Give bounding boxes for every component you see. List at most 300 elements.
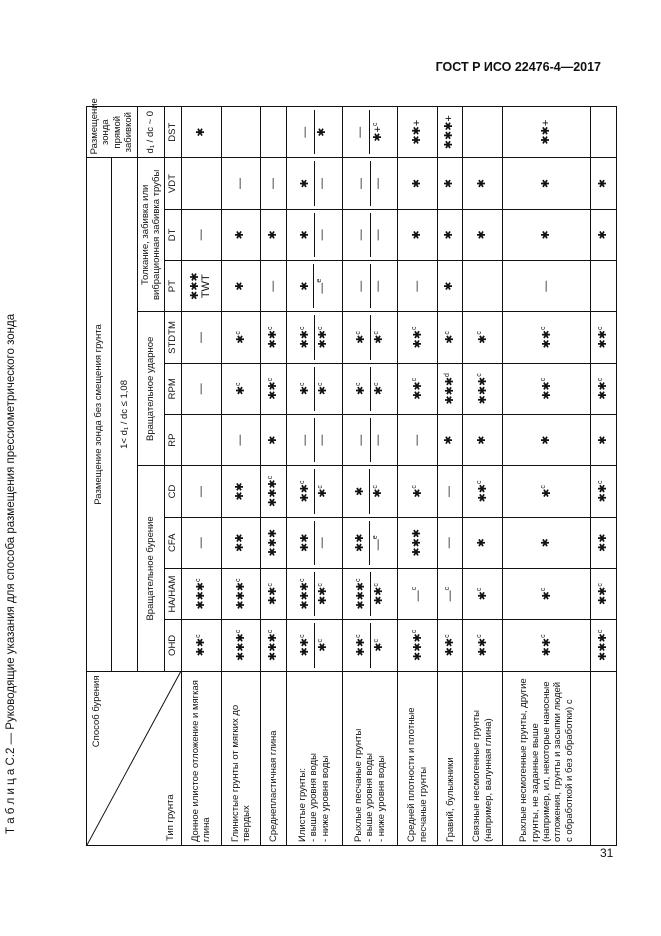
rating-cell [286,261,342,312]
rating-symbol: ✱ [234,385,247,396]
rating-cell [342,261,398,312]
rating-symbol: — [194,383,207,395]
rating-symbol: — [315,537,328,549]
soil-type-label: Глинистые грунты от мягких до твердых [221,671,261,845]
rating-cell [591,209,616,260]
rating-cell [342,466,398,517]
rating-symbol: ✱✱ [299,330,312,349]
rating-cell [463,209,503,260]
soil-type-title: Илистые грунты: [297,768,309,842]
rating-cell [398,620,438,671]
rating-cell [463,414,503,465]
rating-symbol: ✱✱ [267,586,280,606]
rating-cell [463,568,503,619]
rating-cell [181,158,221,209]
footnote-mark: c [267,629,275,634]
rating-symbol: ✱✱ [299,483,312,503]
rating-cell [342,620,398,671]
rating-symbol: — [371,229,384,241]
table-row [221,107,261,846]
rating-symbol: — [234,178,247,190]
rating-symbol: ✱ [443,281,456,291]
rating-cell [342,517,398,568]
rating-cell [286,107,342,158]
rating-cell [591,107,616,158]
rating-cell [261,209,286,260]
rating-cell [286,158,342,209]
rating-symbol: ✱✱ [316,586,329,606]
rating-cell [463,363,503,414]
rating-cell [181,107,221,158]
column-header-stdtm: STDTM [165,312,181,363]
footnote-mark: c [411,326,419,331]
footnote-mark: c [298,634,306,638]
rating-cell [398,158,438,209]
rating-symbol: ✱✱ [234,482,247,501]
rating-cell [591,517,616,568]
footnote-mark: c [316,326,324,331]
table-row [261,107,286,846]
rating-cell [261,620,286,671]
rating-symbol: — [315,178,328,190]
corner-header-cell [87,671,182,845]
rating-symbol: ✱✱✱ [299,581,312,610]
rating-symbol: — [315,229,328,241]
footnote-mark: c [540,326,548,331]
rating-cell [591,363,616,414]
rating-symbol: — [354,280,367,292]
rating-symbol: ✱✱ [411,381,424,400]
soil-type-label [286,671,342,845]
rating-cell [221,363,261,414]
rating-symbol: — [194,229,207,241]
rating-cell [342,158,398,209]
rating-symbol: — [539,280,552,292]
table-row [286,107,342,846]
footnote-mark: c [372,583,380,587]
footnote-mark: e [316,278,324,283]
footnote-mark: c [316,639,324,643]
rating-symbol: ✱✱✱ [597,633,610,661]
footnote-mark: c [354,578,362,582]
rating-cell [342,363,398,414]
rating-symbol: — [443,485,456,497]
rating-symbol: — [354,126,367,138]
footnote-mark: c [597,480,605,484]
rating-symbol: ✱ [266,435,279,445]
rating-symbol: ✱ [540,591,553,601]
column-header-cd: CD [165,466,181,517]
rating-symbol: — [372,539,385,551]
soil-type-label [591,671,616,845]
rating-symbol: ✱ [316,488,329,498]
rating-cell [398,363,438,414]
footnote-mark: c [476,373,484,377]
table-row [503,107,591,846]
rating-symbol: — [371,280,384,292]
sub-rotary-percussion: Вращательное ударное [137,312,165,466]
rating-cell [221,466,261,517]
footnote-mark: e [371,535,379,540]
rating-symbol: ✱✱ [596,533,609,552]
rating-symbol: ✱ [316,385,329,396]
rating-symbol: — [411,280,424,292]
rating-cell [181,363,221,414]
rating-cell [342,107,398,158]
rating-cell [463,107,503,158]
rating-symbol: ✱ [298,281,311,291]
rating-cell [503,414,591,465]
footnote-mark: c [194,578,202,582]
footnote-mark: c [540,587,548,592]
footnote-mark: c [298,382,306,386]
rating-symbol: ✱ [539,230,552,240]
rating-symbol: ✱✱+ [411,119,424,145]
footnote-mark: c [267,326,275,331]
footnote-mark: c [597,583,605,587]
rating-cell [342,312,398,363]
rating-symbol: ✱ [476,591,489,601]
footnote-mark: c [234,382,242,386]
rating-cell [398,466,438,517]
rating-cell [591,261,616,312]
rating-symbol: — [266,178,279,190]
footnote-mark: c [234,629,242,634]
rating-symbol: ✱ [299,385,312,396]
rating-cell [221,620,261,671]
rating-symbol: ✱✱✱ [267,633,280,661]
rating-symbol: ✱✱ [354,637,367,657]
rating-symbol: ✱ [539,178,552,189]
table-row [181,107,221,846]
rating-cell [438,158,463,209]
rating-cell [261,363,286,414]
rating-cell [503,568,591,619]
rating-symbol: ✱✱✱ [411,633,424,661]
rating-symbol: ✱ [299,230,312,240]
footnote-mark: c [298,326,306,331]
rating-cell [591,620,616,671]
footnote-mark: c [372,331,380,335]
rating-cell [503,261,591,312]
rating-symbol: ✱ [475,230,488,240]
rating-cell [398,414,438,465]
footnote-mark: c [316,583,324,587]
rating-symbol: ✱ [354,334,367,344]
rating-symbol: — [234,434,247,446]
direct-ratio: d₁ / dᴄ ~ 0 [137,107,165,158]
rating-symbol: ✱ [316,642,329,652]
rating-cell [438,107,463,158]
rating-symbol: ✱ [476,334,489,344]
rating-symbol: ✱✱ [267,330,280,349]
rating-symbol: ✱✱ [597,381,610,400]
rating-symbol: ✱✱ [540,381,553,400]
rating-symbol: ✱✱✱ [444,376,457,405]
footnote-mark: c [476,480,484,484]
rating-symbol: ✱✱ [354,533,367,552]
rating-symbol: ✱✱ [597,483,610,503]
rating-symbol: ✱+ [372,126,385,142]
rating-cell [398,209,438,260]
rating-symbol: ✱ [372,488,385,498]
rating-symbol: ✱ [266,230,279,240]
rating-cell [261,312,286,363]
column-header-ohd: OHD [165,620,181,671]
footnote-mark: c [194,634,202,638]
footnote-mark: c [267,475,275,480]
footnote-mark: c [354,382,362,386]
rating-symbol: ✱ [539,435,552,445]
rating-cell [181,517,221,568]
rating-cell [463,466,503,517]
table-row [438,107,463,846]
rating-symbol: — [443,537,456,549]
rating-cell [503,158,591,209]
corner-bottom-label: Тип грунта [165,794,177,841]
rating-cell [438,363,463,414]
rating-cell [286,568,342,619]
footnote-mark: c [267,583,275,587]
rating-symbol: ✱✱ [476,637,489,657]
footnote-mark: c [316,382,324,386]
rating-cell [221,414,261,465]
group-partial-ratio: 1< d₁ / dᴄ ≤ 1,08 [112,158,137,671]
rotated-table-container [86,98,610,846]
rating-symbol: ✱ [539,538,552,548]
soil-type-label: Средней плотности и плотные песчаные грунты [398,671,438,845]
footnote-mark: c [443,634,451,638]
table-row [342,107,398,846]
rating-cell [181,466,221,517]
table-row [591,107,616,846]
rating-symbol: ✱✱✱+ [443,115,456,150]
rating-cell [286,414,342,465]
rating-symbol: — [354,229,367,241]
rating-symbol: ✱✱ [299,533,312,552]
rating-symbol: ✱✱ [597,586,610,606]
rating-symbol: ✱✱ [267,381,280,400]
footnote-mark: c [411,586,419,591]
rating-cell [438,209,463,260]
soil-subtype: - выше уровня воды [308,753,320,842]
rating-symbol: ✱✱✱ [234,633,247,661]
column-header-haham: HA/HAM [165,568,181,619]
rating-symbol: ✱✱ [299,637,312,657]
rating-cell [286,312,342,363]
rating-cell [261,107,286,158]
rating-symbol: — [194,537,207,549]
rating-symbol: ✱✱✱ [411,528,424,557]
sub-rotary: Вращательное бурение [137,466,165,671]
rating-cell [463,517,503,568]
footnote-mark: c [443,331,451,335]
footnote-mark: c [476,331,484,335]
rating-cell [438,466,463,517]
rating-cell [181,620,221,671]
rating-symbol: ✱✱ [444,637,457,657]
footnote-mark: c [371,485,379,489]
rating-cell [221,312,261,363]
column-header-pt: PT [165,261,181,312]
footnote-mark: c [411,485,419,489]
soil-type-label: Гравий, булыжники [438,671,463,845]
rating-symbol: ✱ [540,488,553,498]
rating-symbol: ✱ [475,178,488,189]
column-header-rp: RP [165,414,181,465]
rating-cell [463,158,503,209]
soil-subtype: - выше уровня воды [364,753,376,842]
rating-cell [503,517,591,568]
rating-cell [503,312,591,363]
rating-cell [438,517,463,568]
soil-subtype: - ниже уровня воды [375,755,387,842]
standard-header: ГОСТ Р ИСО 22476-4—2017 [435,60,601,74]
rating-cell [438,261,463,312]
footnote-mark: c [597,629,605,634]
rating-cell [438,620,463,671]
rating-cell [221,107,261,158]
rating-cell [286,620,342,671]
rating-symbol: ✱ [234,230,247,240]
footnote-mark: c [354,331,362,335]
rating-cell [342,414,398,465]
rating-symbol: — [194,485,207,497]
rating-cell [591,158,616,209]
rating-symbol: ✱ [234,281,247,291]
rating-symbol: — [299,126,312,138]
rating-symbol: ✱✱ [540,637,553,657]
soil-type-label: Рыхлые несмогенные грунты, другие грунты, не заданные выше (например, ил, некоторые наносные отложения, грунты и засыпки людей с обработкой и без обработки) с [503,671,591,845]
rating-symbol: ✱✱+ [539,119,552,145]
soil-type-label: Донное илистое отложение и мягкая глина [181,671,221,845]
rating-cell [286,517,342,568]
rating-cell [591,568,616,619]
rating-cell [181,312,221,363]
rating-symbol: ✱✱ [540,330,553,349]
rating-symbol: ✱ [234,334,247,344]
footnote-mark: c [354,634,362,638]
rating-symbol: ✱ [194,127,207,137]
column-header-cfa: CFA [165,517,181,568]
rating-cell [438,568,463,619]
rating-cell [261,158,286,209]
rating-symbol: — [354,178,367,190]
footnote-mark: c [411,629,419,634]
rating-symbol: ✱✱✱ [195,581,208,610]
rating-cell [342,568,398,619]
group-no-displacement: Размещение зонда без смещения грунта [87,158,112,671]
rating-cell [261,568,286,619]
soil-subtype: - ниже уровня воды [319,755,331,842]
rating-symbol: ✱ [315,127,328,137]
guidance-table [86,98,617,846]
rating-cell [181,568,221,619]
rating-cell [398,261,438,312]
rating-symbol: — [194,332,207,343]
rating-symbol: ✱✱✱ [234,581,247,610]
rating-symbol: ✱ [411,488,424,498]
rating-symbol: ✱✱✱ TWT [188,272,213,301]
rating-symbol: — [371,434,384,446]
soil-type-label: Связные несмогенные грунты (например, валунная глина) [463,671,503,845]
column-header-rpm: RPM [165,363,181,414]
footnote-mark: c [476,634,484,638]
column-header-dt: DT [165,209,181,260]
rating-symbol: ✱ [443,435,456,445]
rating-symbol: — [299,434,312,446]
rating-cell [591,466,616,517]
rating-cell [463,261,503,312]
rating-symbol: ✱ [299,178,312,189]
rating-symbol: ✱✱✱ [354,581,367,610]
table-row [398,107,438,846]
rating-cell [463,620,503,671]
rating-cell [181,209,221,260]
rating-cell [398,312,438,363]
rating-symbol: — [266,280,279,292]
rating-cell [398,107,438,158]
page-number: 31 [600,846,614,860]
soil-type-title: Рыхлые песчаные грунты [352,728,364,842]
rating-cell [261,414,286,465]
rating-cell [503,363,591,414]
rating-symbol: ✱ [475,435,488,445]
footnote-mark: c [372,382,380,386]
rating-cell [398,568,438,619]
rating-cell [221,158,261,209]
rating-symbol: ✱ [443,230,456,240]
footnote-mark: c [372,639,380,643]
rating-symbol: ✱ [411,230,424,240]
rating-symbol: — [411,434,424,446]
rating-cell [286,363,342,414]
rating-symbol: ✱✱ [597,330,610,349]
rating-cell [342,209,398,260]
rating-symbol: ✱ [596,230,609,240]
footnote-mark: c [234,331,242,335]
rating-symbol: ✱✱ [476,483,489,503]
rating-symbol: ✱✱✱ [267,479,280,508]
footnote-mark: c [298,578,306,582]
rating-symbol: ✱ [372,385,385,396]
rating-symbol: ✱ [354,385,367,396]
footnote-mark: c [316,485,324,489]
rating-cell [221,261,261,312]
rating-cell [398,517,438,568]
rating-symbol: ✱✱✱ [476,376,489,405]
footnote-mark: c [411,377,419,382]
rating-cell [503,209,591,260]
rating-symbol: ✱✱ [316,330,329,349]
rating-symbol: ✱ [443,178,456,189]
footnote-mark: c [540,377,548,382]
rating-symbol: ✱ [411,178,424,189]
column-header-dst: DST [165,107,181,158]
table-row [463,107,503,846]
rating-symbol: — [316,282,329,294]
rating-cell [221,209,261,260]
rating-symbol: ✱ [372,642,385,652]
rating-symbol: ✱ [596,435,609,445]
soil-type-label [342,671,398,845]
rating-symbol: ✱✱✱ [266,528,279,557]
rating-symbol: ✱ [372,334,385,344]
footnote-mark: c [371,122,379,127]
rating-cell [503,466,591,517]
footnote-mark: c [267,377,275,382]
rating-symbol: ✱ [596,178,609,189]
